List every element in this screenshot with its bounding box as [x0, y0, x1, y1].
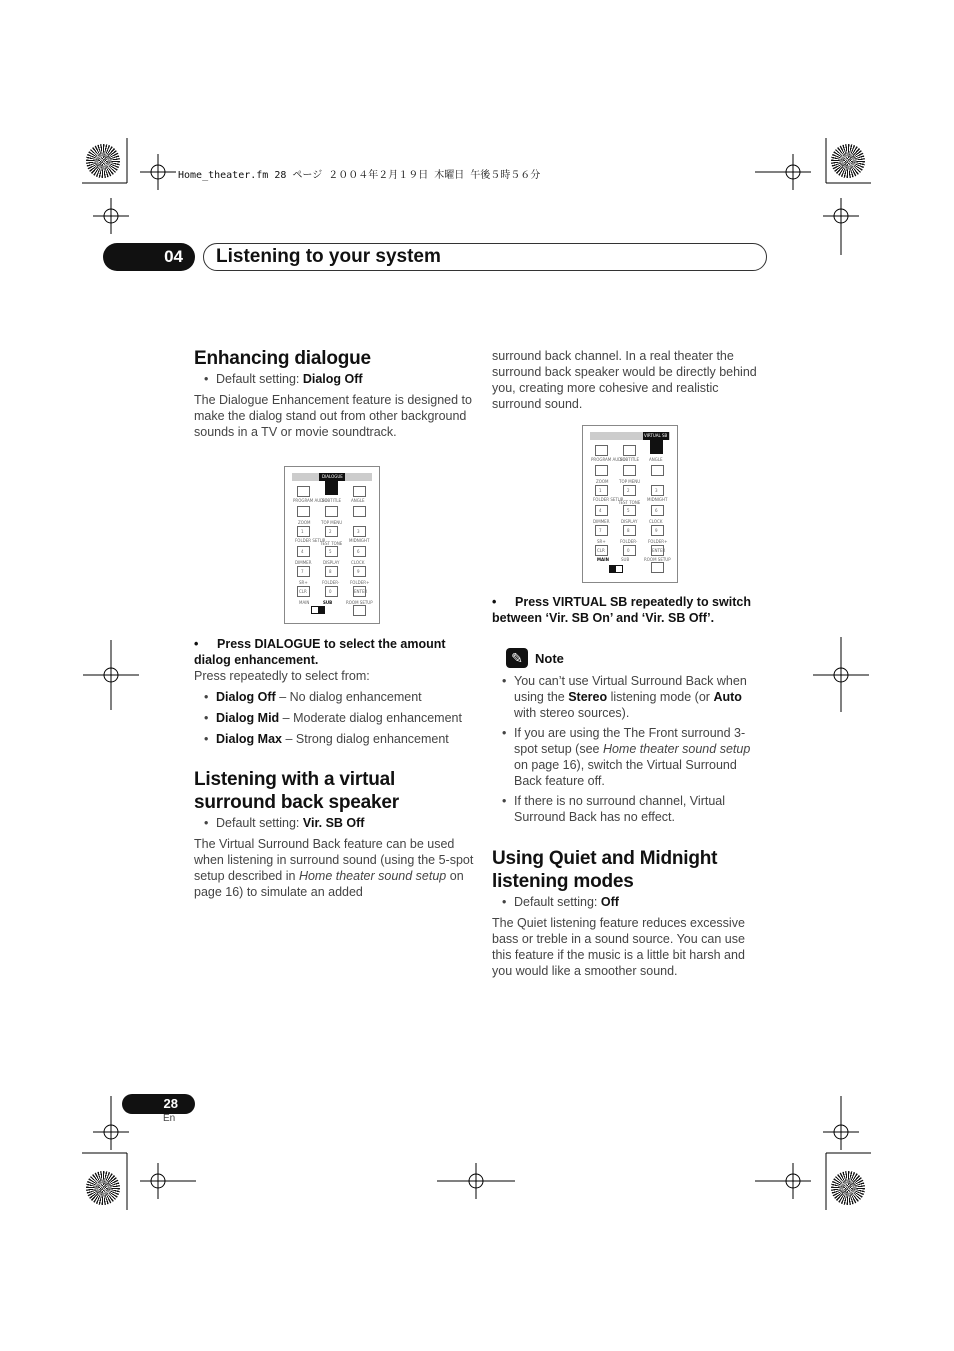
- section-heading-virtual-surround: Listening with a virtual surround back speaker: [194, 769, 399, 813]
- section-heading-quiet-midnight: Using Quiet and Midnight listening modes: [492, 848, 718, 892]
- right-column: [492, 594, 767, 979]
- default-setting: • Default setting: Dialog Off: [194, 371, 474, 387]
- note-item: • If you are using the The Front surround 3-spot setup (see Home theater sound setup on page 16), switch the Virtual Surround Back feature off.: [492, 725, 767, 789]
- option-dialog-mid: • Dialog Mid – Moderate dialog enhancement: [194, 710, 474, 726]
- note-header: [492, 648, 767, 670]
- virtual-surround-paragraph-continued: surround back channel. In a real theater the surround back speaker would be directly behind you, creating more cohesive and realistic surround sound.: [492, 349, 757, 411]
- file-info: Home_theater.fm 28 ページ ２００４年２月１９日 木曜日 午後５時５６分: [178, 170, 541, 181]
- note-item: • You can’t use Virtual Surround Back when using the Stereo listening mode (or Auto with stereo sources).: [492, 673, 767, 721]
- left-column-lower: [194, 636, 474, 900]
- note-title: Note: [535, 651, 564, 666]
- main-sub-switch: [609, 565, 623, 573]
- virtual-surround-paragraph: The Virtual Surround Back feature can be used when listening in surround sound (using the 5-spot setup described in Home theater sound setup on page 16) to simulate an added: [194, 837, 474, 899]
- section-heading-enhancing-dialogue: Enhancing dialogue: [194, 348, 371, 369]
- note-item: • If there is no surround channel, Virtual Surround Back has no effect.: [492, 793, 767, 825]
- page-language: En: [163, 1113, 176, 1124]
- instruction-dialogue: • Press DIALOGUE to select the amount dialog enhancement.: [194, 637, 446, 667]
- remote-illustration-virtual-sb: VIRTUAL SB PROGRAM AUDIO SUBTITLE ANGLE ZOOM TOP MENU 1 2 3 FOLDER SETUP TEST TONE MIDNIGHT 4 5 6 DIMMER DISPLAY CLOCK 7 8 9 SR+ FOLDER- FOLDER+ CLR 0 ENTER MAIN SUB ROOM SETUP: [582, 425, 678, 583]
- chapter-number: 04: [103, 243, 195, 271]
- left-column: [194, 347, 474, 440]
- chapter-header: [203, 243, 767, 271]
- dialogue-paragraph: The Dialogue Enhancement feature is designed to make the dialog stand out from other background sounds in a TV or movie soundtrack.: [194, 393, 472, 439]
- default-setting: • Default setting: Vir. SB Off: [194, 815, 474, 831]
- virtual-sb-button-highlight: [650, 440, 663, 454]
- dialogue-button-highlight: [325, 481, 338, 495]
- remote-illustration-dialogue: DIALOGUE PROGRAM AUDIO SUBTITLE ANGLE ZOOM TOP MENU 1 2 3 FOLDER SETUP TEST TONE MIDNIGHT 4 5 6 DIMMER DISPLAY CLOCK 7 8 9 SR+ FOLDER- FOLDER+ CLR 0 ENTER MAIN SUB ROOM SETUP: [284, 466, 380, 624]
- main-sub-switch: [311, 606, 325, 614]
- virtual-sb-key-label: VIRTUAL SB: [644, 433, 668, 438]
- option-dialog-off: • Dialog Off – No dialog enhancement: [194, 689, 474, 705]
- page-number: 28: [122, 1094, 195, 1114]
- dialogue-key-label: DIALOGUE: [322, 474, 343, 479]
- quiet-paragraph: The Quiet listening feature reduces excessive bass or treble in a sound source. You can use this feature if the music is a little bit harsh and you would like a smoother sound.: [492, 916, 745, 978]
- chapter-title: Listening to your system: [216, 246, 441, 267]
- pencil-note-icon: ✎: [506, 648, 528, 668]
- press-text: Press repeatedly to select from:: [194, 669, 370, 683]
- default-setting: • Default setting: Off: [492, 894, 767, 910]
- option-dialog-max: • Dialog Max – Strong dialog enhancement: [194, 731, 474, 747]
- instruction-virtual-sb: • Press VIRTUAL SB repeatedly to switch between ‘Vir. SB On’ and ‘Vir. SB Off’.: [492, 595, 751, 625]
